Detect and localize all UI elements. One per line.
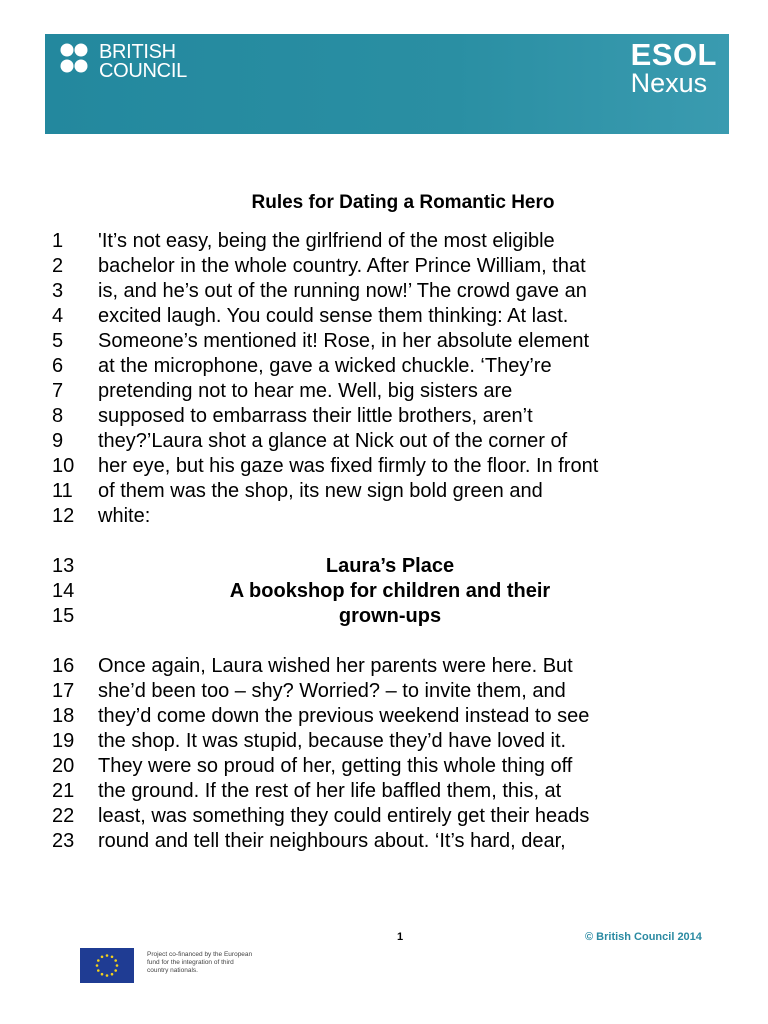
line-number: 23 (52, 830, 75, 852)
line-text: Someone’s mentioned it! Rose, in her absolute element (98, 330, 590, 352)
text-line (0, 704, 768, 729)
eu-note-line-1: Project co-financed by the European (147, 951, 253, 958)
line-number: 10 (52, 455, 75, 477)
sign-text: grown-ups (338, 605, 442, 627)
eu-flag-icon (80, 948, 134, 983)
line-number: 6 (52, 355, 64, 377)
paragraph-gap (0, 529, 768, 554)
line-number: 4 (52, 305, 64, 327)
sign-text: Laura’s Place (325, 555, 455, 577)
eu-funding-note (147, 951, 292, 975)
line-text: white: (98, 505, 151, 527)
numbered-text (0, 229, 768, 854)
line-number: 3 (52, 280, 64, 302)
line-number: 21 (52, 780, 75, 802)
line-text: of them was the shop, its new sign bold green and (98, 480, 543, 502)
text-line (0, 254, 768, 279)
line-number: 20 (52, 755, 75, 777)
line-text: they?’Laura shot a glance at Nick out of the corner of (98, 430, 568, 452)
text-line (0, 454, 768, 479)
product-line-1: ESOL (630, 37, 717, 72)
line-text: round and tell their neighbours about. ‘It’s hard, dear, (98, 830, 566, 852)
eu-note-line-2: fund for the integration of third (147, 959, 234, 966)
text-line (0, 804, 768, 829)
org-line-1: BRITISH (99, 41, 176, 63)
esol-nexus-logo (630, 37, 717, 98)
line-text: Once again, Laura wished her parents were here. But (98, 655, 573, 677)
line-text: 'It’s not easy, being the girlfriend of the most eligible (98, 230, 555, 252)
line-text: the ground. If the rest of her life baffled them, this, at (98, 780, 562, 802)
header-banner (45, 34, 729, 134)
text-line (0, 754, 768, 779)
copyright-notice: © British Council 2014 (585, 931, 702, 943)
product-line-2: Nexus (630, 68, 708, 98)
line-number: 13 (52, 555, 75, 577)
line-number: 5 (52, 330, 64, 352)
line-number: 1 (52, 230, 64, 252)
line-number: 11 (52, 480, 73, 502)
line-text: excited laugh. You could sense them thinking: At last. (98, 305, 569, 327)
paragraph-gap (0, 629, 768, 654)
text-line (0, 679, 768, 704)
text-line (0, 729, 768, 754)
line-number: 22 (52, 805, 75, 827)
text-line (0, 279, 768, 304)
line-number: 9 (52, 430, 64, 452)
page-number: 1 (397, 931, 404, 943)
line-number: 17 (52, 680, 75, 702)
british-council-dots-icon (59, 42, 103, 82)
line-text: is, and he’s out of the running now!’ The crowd gave an (98, 280, 587, 302)
line-text: at the microphone, gave a wicked chuckle. ‘They’re (98, 355, 552, 377)
text-line (0, 654, 768, 679)
line-number: 16 (52, 655, 75, 677)
line-text: she’d been too – shy? Worried? – to invite them, and (98, 680, 566, 702)
british-council-wordmark (99, 43, 187, 81)
line-number: 18 (52, 705, 75, 727)
line-number: 7 (52, 380, 64, 402)
text-line (0, 779, 768, 804)
text-line (0, 829, 768, 854)
line-number: 2 (52, 255, 64, 277)
line-number: 8 (52, 405, 64, 427)
line-number: 14 (52, 580, 75, 602)
text-line (0, 429, 768, 454)
org-line-2: COUNCIL (99, 60, 187, 82)
text-line (0, 379, 768, 404)
sign-line (0, 554, 768, 579)
line-number: 15 (52, 605, 75, 627)
text-line (0, 329, 768, 354)
text-line (0, 479, 768, 504)
text-line (0, 504, 768, 529)
eu-note-line-3: country nationals. (147, 967, 198, 974)
line-text: least, was something they could entirely get their heads (98, 805, 590, 827)
line-text: they’d come down the previous weekend instead to see (98, 705, 590, 727)
line-text: bachelor in the whole country. After Prince William, that (98, 255, 586, 277)
line-text: the shop. It was stupid, because they’d have loved it. (98, 730, 567, 752)
text-line (0, 354, 768, 379)
sign-line (0, 604, 768, 629)
line-text: They were so proud of her, getting this whole thing off (98, 755, 573, 777)
text-line (0, 404, 768, 429)
line-text: her eye, but his gaze was fixed firmly to the floor. In front (98, 455, 599, 477)
line-text: supposed to embarrass their little brothers, aren’t (98, 405, 533, 427)
line-text: pretending not to hear me. Well, big sisters are (98, 380, 513, 402)
line-number: 12 (52, 505, 75, 527)
document-title: Rules for Dating a Romantic Hero (251, 192, 555, 213)
sign-line (0, 579, 768, 604)
british-council-logo (59, 42, 209, 92)
line-number: 19 (52, 730, 75, 752)
sign-text: A bookshop for children and their (229, 580, 551, 602)
text-line (0, 304, 768, 329)
text-line (0, 229, 768, 254)
